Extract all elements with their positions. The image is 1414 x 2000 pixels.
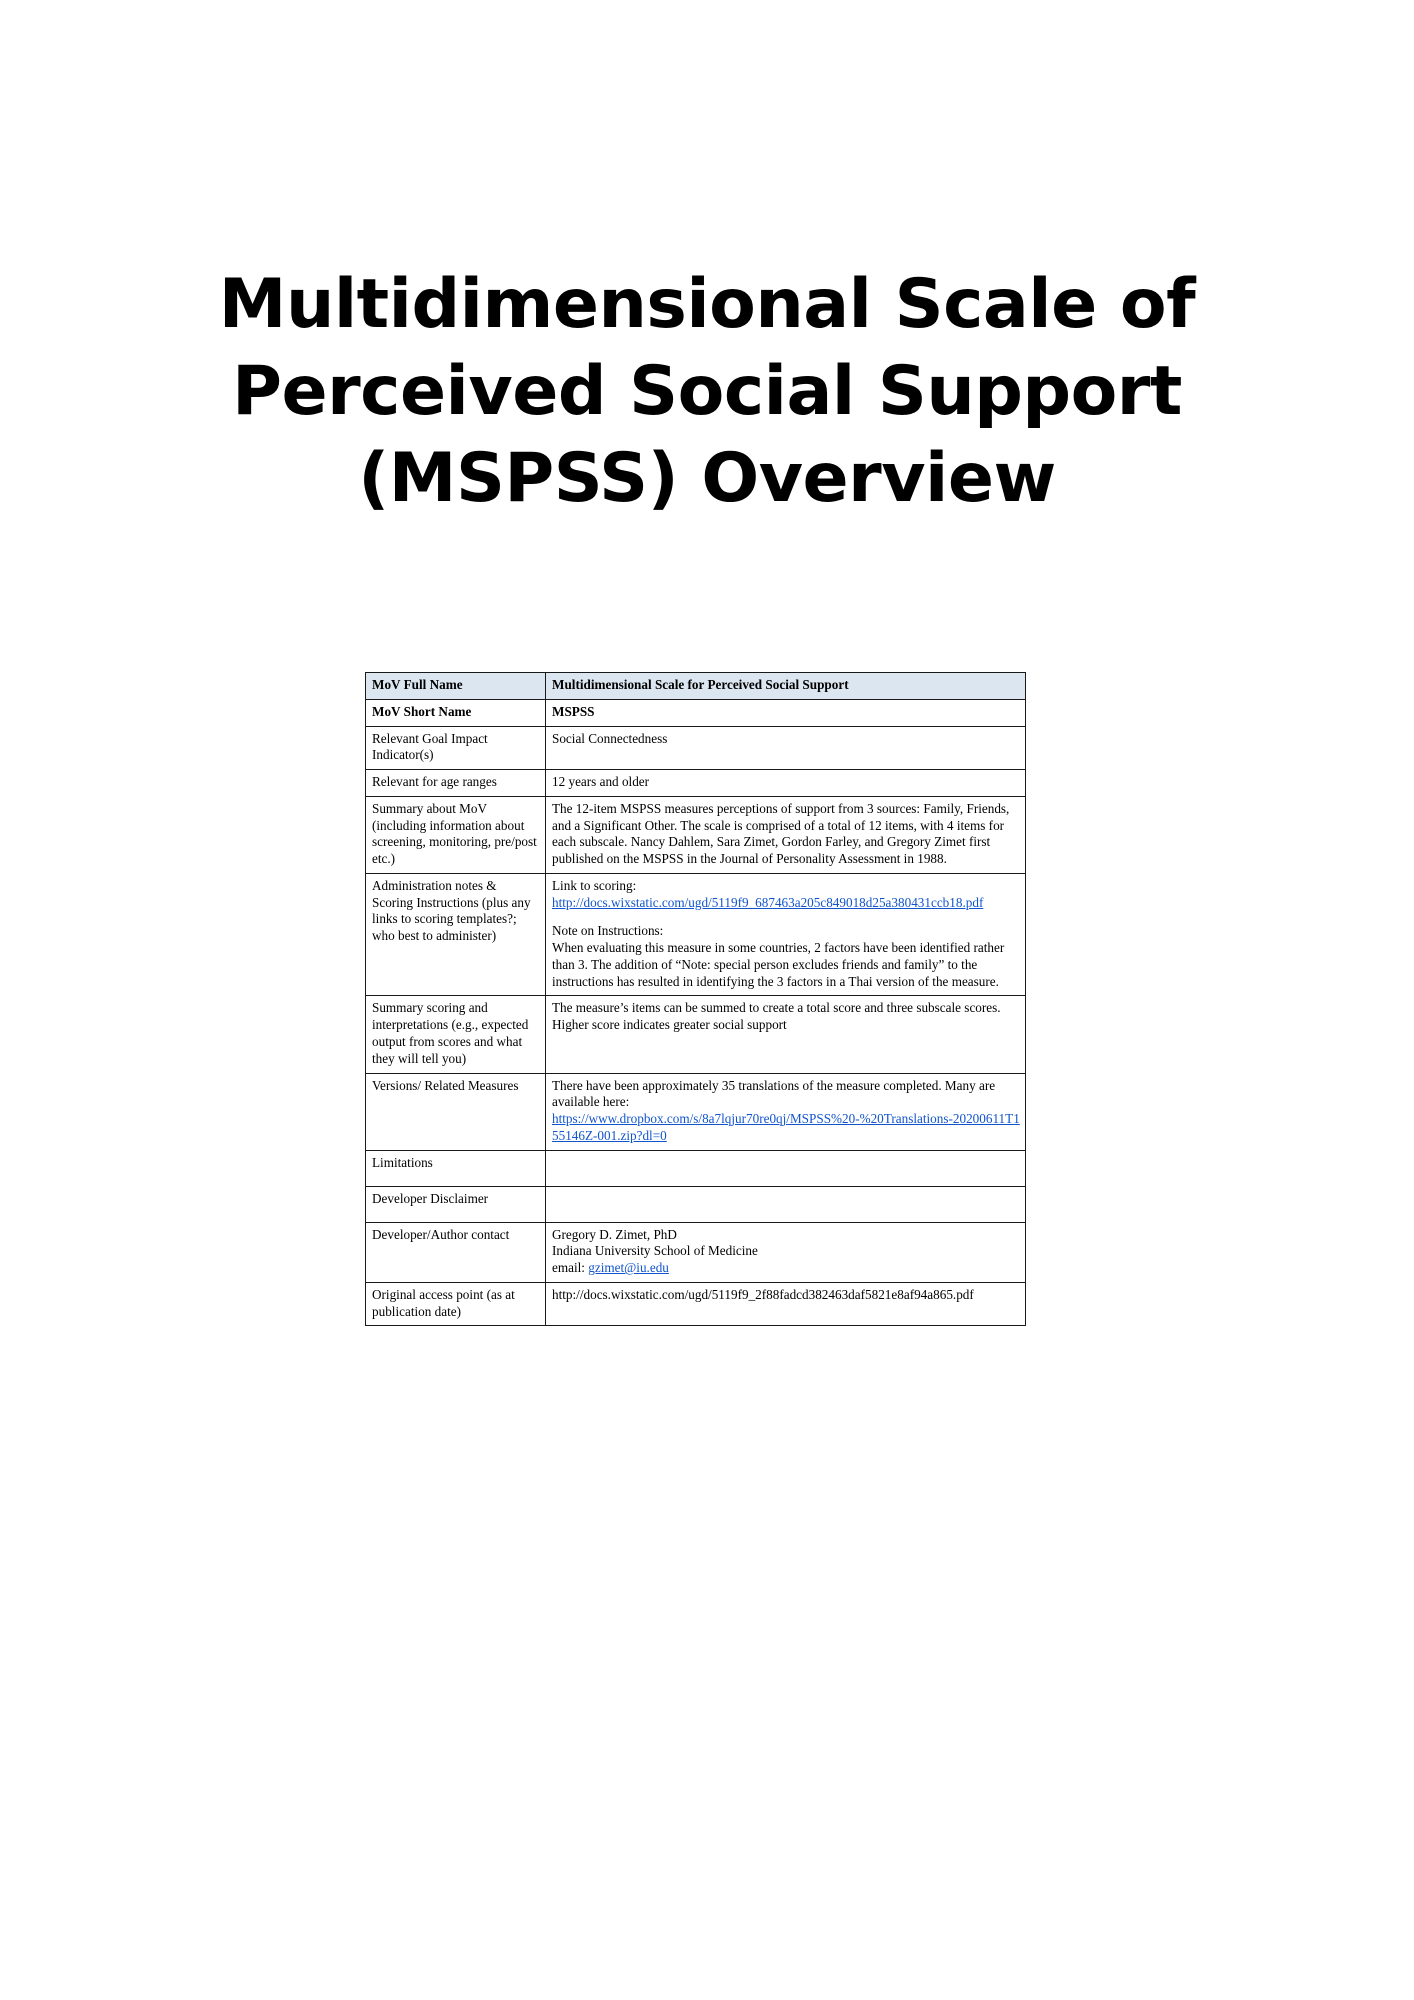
translations-link[interactable]: https://www.dropbox.com/s/8a7lqjur70re0qj/MSPSS%20-%20Translations-20200611T155146Z-001.zip?dl=0	[552, 1111, 1020, 1143]
instructions-note-title: Note on Instructions:	[552, 923, 664, 939]
row-label: Limitations	[366, 1150, 546, 1186]
table-row	[366, 1186, 1026, 1222]
table-row	[366, 1222, 1026, 1282]
row-label: MoV Short Name	[366, 699, 546, 726]
table-row	[366, 699, 1026, 726]
developer-email-link[interactable]: gzimet@iu.edu	[588, 1260, 669, 1276]
table-row	[366, 1282, 1026, 1326]
scoring-link-lead: Link to scoring:	[552, 877, 637, 893]
row-value: The measure’s items can be summed to create a total score and three subscale scores. Higher score indicates greater social support	[546, 996, 1026, 1073]
row-value: The 12-item MSPSS measures perceptions of support from 3 sources: Family, Friends, and a Significant Other. The scale is comprised of a total of 12 items, with 4 items for each subscale. Nancy Dahlem, Sara Zimet, Gordon Farley, and Gregory Zimet first published on the MSPSS in the Journal of Personality Assessment in 1988.	[546, 796, 1026, 873]
row-value	[546, 1222, 1026, 1282]
row-value	[546, 1150, 1026, 1186]
row-label: Developer Disclaimer	[366, 1186, 546, 1222]
mov-overview-table	[365, 672, 1026, 1326]
mov-table-container	[365, 672, 1025, 1326]
scoring-link[interactable]: http://docs.wixstatic.com/ugd/5119f9_687463a205c849018d25a380431ccb18.pdf	[552, 894, 984, 910]
table-row	[366, 1073, 1026, 1150]
row-value	[546, 1073, 1026, 1150]
page-title: Multidimensional Scale of Perceived Social Support (MSPSS) Overview	[218, 264, 1196, 518]
row-value: http://docs.wixstatic.com/ugd/5119f9_2f88fadcd382463daf5821e8af94a865.pdf	[546, 1282, 1026, 1326]
row-value: Multidimensional Scale for Perceived Social Support	[546, 673, 1026, 700]
table-row	[366, 873, 1026, 996]
developer-name: Gregory D. Zimet, PhD	[552, 1226, 677, 1242]
row-value	[546, 873, 1026, 996]
row-label: Versions/ Related Measures	[366, 1073, 546, 1150]
row-value	[546, 1186, 1026, 1222]
table-row	[366, 1150, 1026, 1186]
row-label: Original access point (as at publication date)	[366, 1282, 546, 1326]
versions-lead: There have been approximately 35 translations of the measure completed. Many are available here:	[552, 1077, 996, 1110]
row-value: Social Connectedness	[546, 726, 1026, 770]
row-label: Summary scoring and interpretations (e.g., expected output from scores and what they will tell you)	[366, 996, 546, 1073]
row-label: Relevant for age ranges	[366, 770, 546, 797]
row-label: MoV Full Name	[366, 673, 546, 700]
row-label: Administration notes & Scoring Instructions (plus any links to scoring templates?; who best to administer)	[366, 873, 546, 996]
table-row	[366, 996, 1026, 1073]
email-label: email:	[552, 1260, 589, 1276]
table-row	[366, 726, 1026, 770]
table-row	[366, 770, 1026, 797]
instructions-note-body: When evaluating this measure in some countries, 2 factors have been identified rather than 3. The addition of “Note: special person excludes friends and family” to the instructions has resulted in identifying the 3 factors in a Thai version of the measure.	[552, 940, 1005, 989]
row-label: Summary about MoV (including information about screening, monitoring, pre/post etc.)	[366, 796, 546, 873]
row-label: Developer/Author contact	[366, 1222, 546, 1282]
row-value: 12 years and older	[546, 770, 1026, 797]
row-value: MSPSS	[546, 699, 1026, 726]
table-row	[366, 796, 1026, 873]
table-row	[366, 673, 1026, 700]
paragraph-spacer	[552, 911, 1020, 923]
developer-email-line	[552, 1260, 1020, 1277]
developer-affiliation: Indiana University School of Medicine	[552, 1243, 758, 1259]
row-label: Relevant Goal Impact Indicator(s)	[366, 726, 546, 770]
